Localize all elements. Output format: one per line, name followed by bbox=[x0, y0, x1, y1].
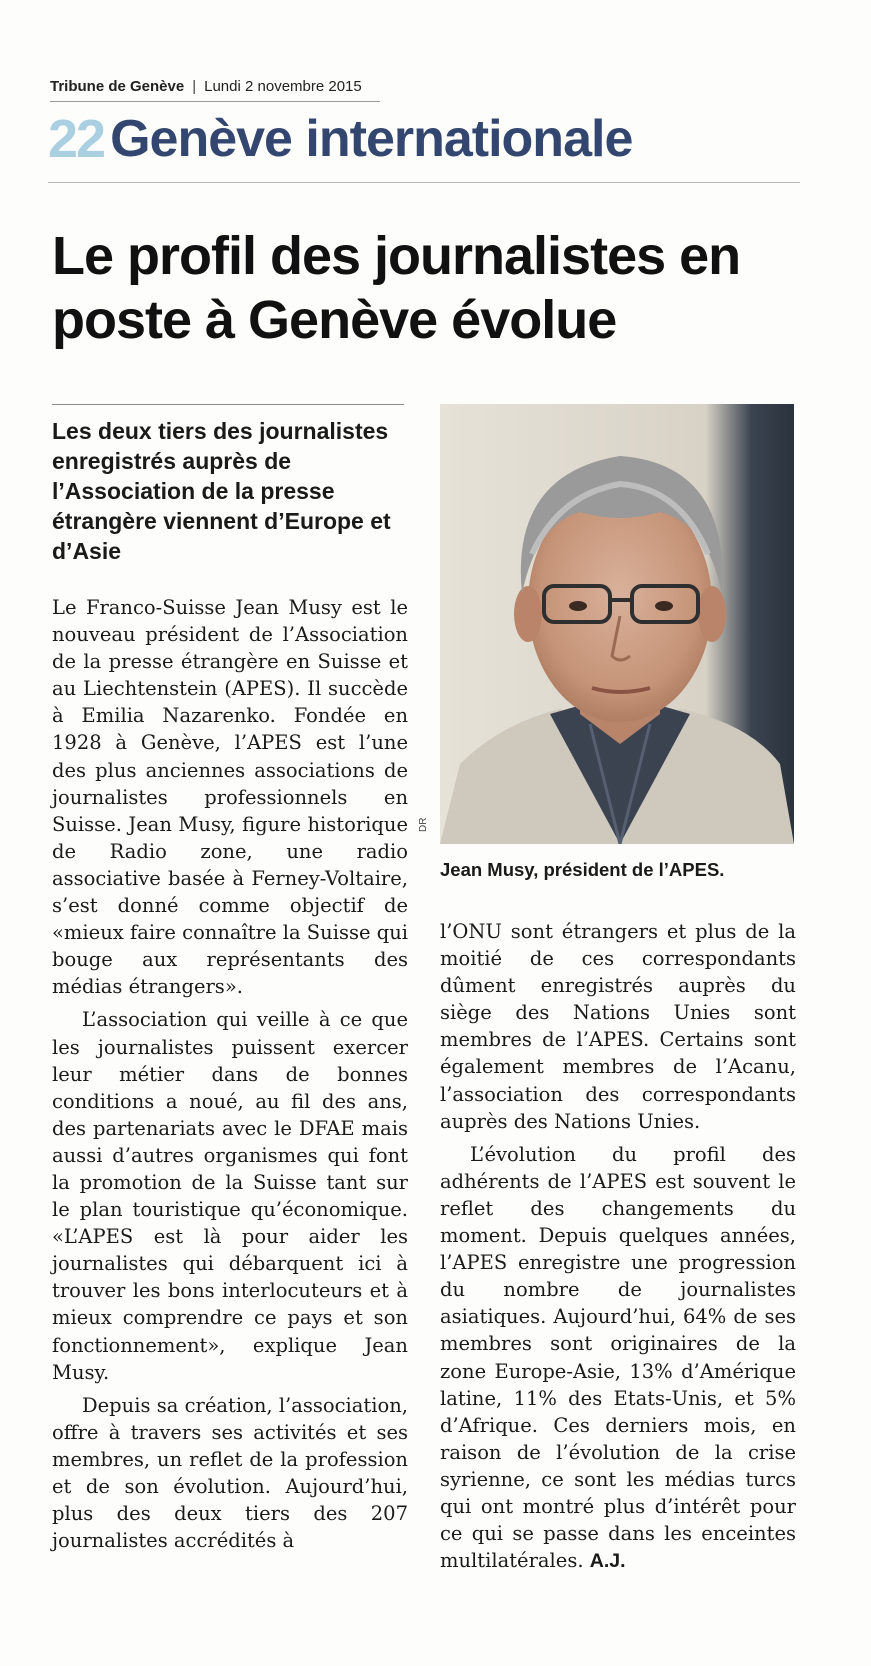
paragraph: L’association qui veille à ce que les journalistes puissent exercer leur métier dans de bonnes conditions a noué, au fil des ans, des partenariats avec le DFAE mais aussi d’autres organismes qui font la promotion de la Suisse tant sur le plan touristique qu’économique. «L’APES est là pour aider les journalistes qui débarquent ici à trouver les bons interlocuteurs et à mieux comprendre ce pays et son fonctionnement», explique Jean Musy. bbox=[52, 1008, 408, 1384]
article-column-left bbox=[52, 594, 408, 1554]
photo-credit: DR bbox=[418, 817, 429, 832]
section-title: Genève internationale bbox=[110, 110, 633, 168]
paragraph: l’ONU sont étrangers et plus de la moitié de ces correspondants dûment enregistrés auprès du siège des Nations Unies sont membres de l’APES. Certains sont également membres de l’Acanu, l’association des correspondants auprès des Nations Unies. bbox=[440, 920, 796, 1133]
section-header bbox=[48, 108, 632, 178]
paragraph bbox=[440, 1141, 796, 1576]
page-number: 22 bbox=[48, 109, 105, 169]
section-rule bbox=[48, 182, 800, 183]
paragraph: Depuis sa création, l’association, offre à travers ses activités et ses membres, un reflet de la profession et de son évolution. Aujourd’hui, plus des deux tiers des 207 journalistes accrédités à bbox=[52, 1393, 408, 1553]
paragraph: Le Franco-Suisse Jean Musy est le nouveau président de l’Association de la presse étrangère en Suisse et au Liechtenstein (APES). Il succède à Emilia Nazarenko. Fondée en 1928 à Genève, l’APES est l’une des plus anciennes associations de journalistes professionnels en Suisse. Jean Musy, figure historique de Radio zone, une radio associative basée à Ferney-Voltaire, s’est donné comme objectif de «mieux faire connaître la Suisse qui bouge aux représentants des médias étrangers». bbox=[52, 596, 408, 999]
article-column-right bbox=[440, 918, 796, 1575]
article-headline: Le profil des journalistes en poste à Genève évolue bbox=[52, 226, 741, 350]
newspaper-name: Tribune de Genève bbox=[50, 78, 185, 95]
lead-rule bbox=[52, 404, 404, 405]
publication-date: Lundi 2 novembre 2015 bbox=[204, 78, 362, 95]
masthead-rule bbox=[50, 101, 380, 102]
paragraph-text: L’évolution du profil des adhérents de l’APES est souvent le reflet des changements du moment. Depuis quelques années, l’APES enregistre une progression du nombre de journalistes asiatiques. Aujourd’hui, 64% de ses membres sont originaires de la zone Europe-Asie, 13% d’Amérique latine, 11% des Etats-Unis, et 5% d’Afrique. Ces derniers mois, en raison de l’évolution de la crise syrienne, ce sont les médias turcs qui ont montré plus d’intérêt pour ce qui se passe dans les enceintes multilatérales. bbox=[440, 1142, 796, 1573]
photo-caption: Jean Musy, président de l’APES. bbox=[440, 859, 725, 880]
portrait-photo bbox=[440, 404, 794, 844]
masthead-separator: | bbox=[192, 78, 197, 95]
article-lead: Les deux tiers des journalistes enregistrés auprès de l’Association de la presse étrangère viennent d’Europe et d’Asie bbox=[52, 418, 391, 564]
portrait-illustration bbox=[440, 404, 794, 844]
author-signature: A.J. bbox=[589, 1550, 626, 1573]
masthead bbox=[50, 78, 362, 95]
